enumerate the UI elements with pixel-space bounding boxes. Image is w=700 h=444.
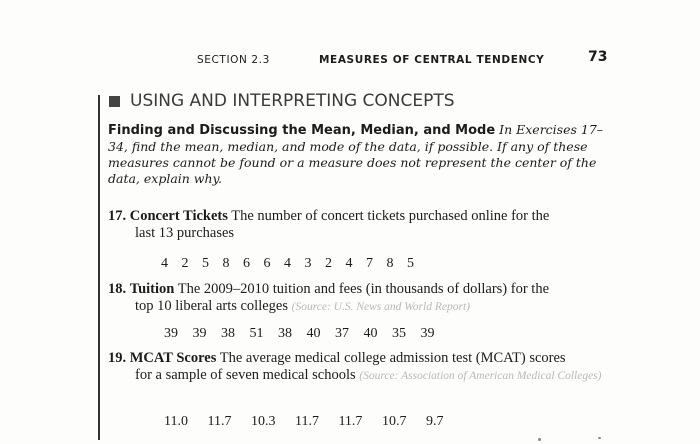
- data-value: 11.7: [294, 414, 319, 429]
- exercise-text-line2: top 10 liberal arts colleges: [135, 298, 292, 314]
- square-bullet-icon: [109, 96, 120, 107]
- running-head: [197, 54, 545, 66]
- exercise-number: 18.: [108, 281, 127, 297]
- exercise-name: Concert Tickets: [129, 208, 228, 224]
- data-value: 4: [345, 256, 353, 271]
- source-citation: (Source: Association of American Medical Colleges): [359, 370, 602, 382]
- data-value: 39: [420, 326, 435, 341]
- exercise-name: Tuition: [129, 281, 175, 297]
- source-citation: (Source: U.S. News and World Report): [291, 301, 470, 313]
- data-value: 8: [222, 256, 230, 271]
- exercise-19-data: [164, 414, 459, 430]
- exercise-18-data: [164, 326, 446, 342]
- section-heading: [109, 91, 455, 111]
- data-value: 2: [325, 256, 332, 271]
- data-value: 39: [164, 326, 178, 341]
- data-value: 5: [407, 256, 414, 271]
- data-value: 8: [386, 256, 394, 271]
- data-value: 11.7: [338, 414, 363, 429]
- data-value: 3: [304, 256, 312, 271]
- data-value: 7: [366, 256, 373, 271]
- exercise-number: 17.: [108, 208, 127, 224]
- exercise-text-cont: [108, 367, 618, 385]
- data-value: 6: [243, 256, 250, 271]
- section-heading-text: USING AND INTERPRETING CONCEPTS: [130, 91, 455, 111]
- exercise-19: [108, 350, 618, 385]
- data-value: 38: [221, 326, 235, 341]
- data-value: 4: [284, 256, 291, 271]
- instructions-title: Finding and Discussing the Mean, Median, and Mode: [108, 123, 496, 138]
- data-value: 5: [202, 256, 209, 271]
- data-value: 9.7: [425, 414, 444, 429]
- data-value: 35: [392, 326, 406, 341]
- data-value: 10.7: [381, 414, 407, 429]
- instructions-lead: In Exercises: [495, 122, 577, 137]
- data-value: 51: [249, 326, 264, 341]
- page-number: 73: [588, 49, 608, 65]
- data-value: 11.0: [164, 414, 188, 429]
- exercise-18: [108, 281, 618, 316]
- margin-rule: [98, 95, 100, 440]
- data-value: 10.3: [250, 414, 276, 429]
- exercise-name: MCAT Scores: [129, 350, 217, 366]
- exercise-text-cont: [108, 298, 618, 316]
- chapter-title: MEASURES OF CENTRAL TENDENCY: [319, 54, 545, 66]
- instructions-paragraph: [108, 122, 613, 187]
- data-value: 4: [161, 256, 168, 271]
- exercise-text: The number of concert tickets purchased online for the: [227, 208, 550, 224]
- section-label: SECTION 2.3: [197, 54, 270, 66]
- data-value: 6: [263, 256, 271, 271]
- data-value: 39: [192, 326, 207, 341]
- print-speck: [598, 437, 601, 439]
- instructions-body: 17–34, find the mean, median, and mode of the data, if possible. If any of these measures cannot be found or a measure does not represent the center of the data, explain why.: [108, 122, 604, 186]
- exercise-text-cont: last 13 purchases: [135, 225, 235, 241]
- data-value: 40: [306, 326, 321, 341]
- data-value: 11.7: [207, 414, 232, 429]
- exercise-text: The 2009–2010 tuition and fees (in thousands of dollars) for the: [174, 281, 550, 297]
- data-value: 38: [278, 326, 292, 341]
- print-speck: [538, 438, 541, 441]
- exercise-text-line2: for a sample of seven medical schools: [135, 367, 360, 383]
- data-value: 37: [335, 326, 349, 341]
- exercise-17: [108, 208, 618, 242]
- data-value: 2: [181, 256, 189, 271]
- exercise-17-data: [161, 256, 424, 272]
- exercise-text: The average medical college admission test (MCAT) scores: [216, 350, 566, 366]
- data-value: 40: [363, 326, 378, 341]
- exercise-number: 19.: [108, 350, 127, 366]
